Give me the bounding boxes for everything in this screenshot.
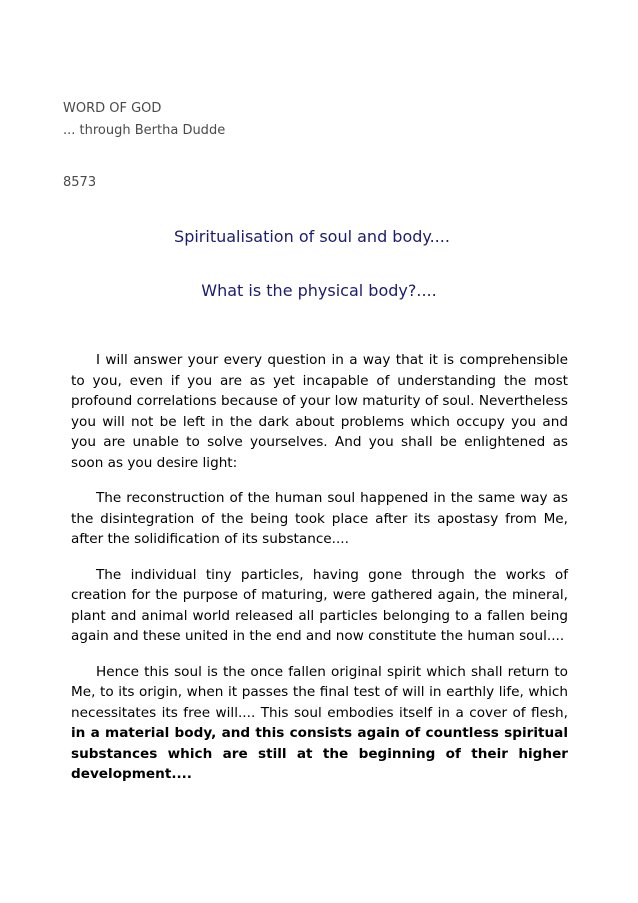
- page-subtitle: What is the physical body?....: [201, 281, 437, 300]
- header-author: ... through Bertha Dudde: [63, 123, 226, 138]
- page-title: Spiritualisation of soul and body....: [174, 227, 450, 246]
- paragraph-4-normal-text: Hence this soul is the once fallen original spirit which shall return to Me, to its origin, when it passes the final test of will in earthly life, which necessitates its free will.... This soul embodies itself in a cover of flesh,: [71, 663, 568, 721]
- paragraph-3: The individual tiny particles, having gone through the works of creation for the purpose of maturing, were gathered again, the mineral, plant and animal world released all particles belonging to a fallen being again and these united in the end and now constitute the human soul....: [71, 566, 568, 644]
- paragraph-4: [71, 662, 568, 785]
- header-word-of-god: WORD OF GOD: [63, 101, 162, 116]
- paragraph-2: The reconstruction of the human soul happened in the same way as the disintegration of the being took place after its apostasy from Me, after the solidification of its substance....: [71, 490, 568, 547]
- paragraph-1: I will answer your every question in a way that it is comprehensible to you, even if you are as yet incapable of understanding the most profound correlations because of your low maturity of soul. Nevertheless you will not be left in the dark about problems which occupy you and you are unable to solve yourselves. And you shall be enlightened as soon as you desire light:: [71, 352, 568, 471]
- body-text: [71, 350, 568, 800]
- paragraph-4-bold-text: in a material body, and this consists again of countless spiritual substances which are still at the beginning of their higher development....: [71, 725, 568, 782]
- message-number: 8573: [63, 175, 97, 190]
